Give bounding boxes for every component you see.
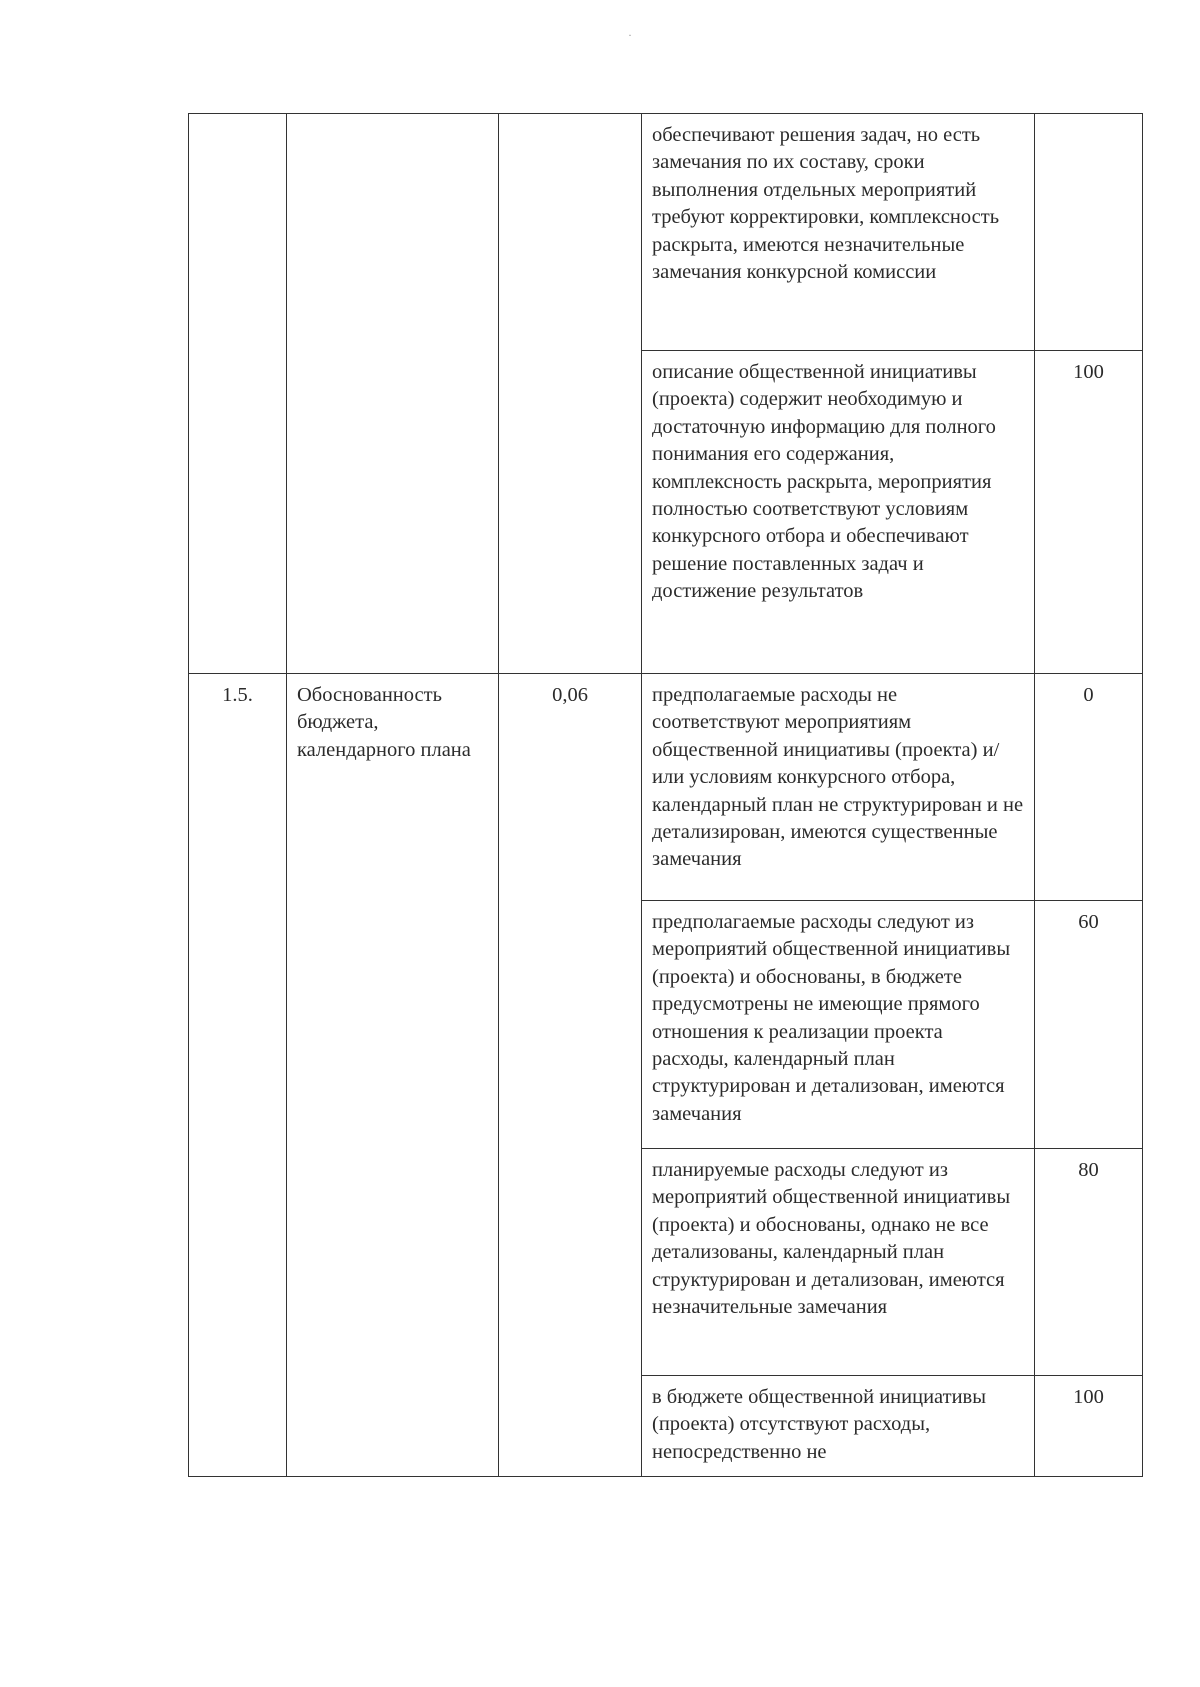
level-description: предполагаемые расходы не соответствуют мероприятиям общественной инициативы (проекта) и/или условиям конкурсного отбора, календарный план не структурирован и не детализирован, имеются существенные замечания	[642, 674, 1035, 901]
level-score: 60	[1035, 901, 1143, 1149]
criterion-number: 1.5.	[189, 674, 287, 1477]
level-description: обеспечивают решения задач, но есть замечания по их составу, сроки выполнения отдельных мероприятий требуют корректировки, комплексность раскрыта, имеются незначительные замечания конкурсной комиссии	[642, 114, 1035, 351]
criterion-number-cell	[189, 114, 287, 674]
level-description: предполагаемые расходы следуют из мероприятий общественной инициативы (проекта) и обоснованы, в бюджете предусмотрены не имеющие прямого отношения к реализации проекта расходы, календарный план структурирован и детализован, имеются замечания	[642, 901, 1035, 1149]
table-row	[189, 114, 1143, 351]
evaluation-criteria-table	[188, 113, 1143, 1477]
level-description: в бюджете общественной инициативы (проекта) отсутствуют расходы, непосредственно не	[642, 1376, 1035, 1477]
criterion-weight: 0,06	[499, 674, 642, 1477]
level-score: 0	[1035, 674, 1143, 901]
level-description: описание общественной инициативы (проекта) содержит необходимую и достаточную информацию для полного понимания его содержания, комплексность раскрыта, мероприятия полностью соответствуют условиям конкурсного отбора и обеспечивают решение поставленных задач и достижение результатов	[642, 351, 1035, 674]
level-score	[1035, 114, 1143, 351]
criterion-name: Обоснованность бюджета, календарного плана	[287, 674, 499, 1477]
level-score: 100	[1035, 1376, 1143, 1477]
level-description: планируемые расходы следуют из мероприятий общественной инициативы (проекта) и обоснованы, однако не все детализованы, календарный план структурирован и детализован, имеются незначительные замечания	[642, 1149, 1035, 1376]
page-mark: ·	[628, 28, 632, 42]
level-score: 80	[1035, 1149, 1143, 1376]
level-score: 100	[1035, 351, 1143, 674]
table-row	[189, 674, 1143, 901]
criterion-name-cell	[287, 114, 499, 674]
criterion-weight-cell	[499, 114, 642, 674]
